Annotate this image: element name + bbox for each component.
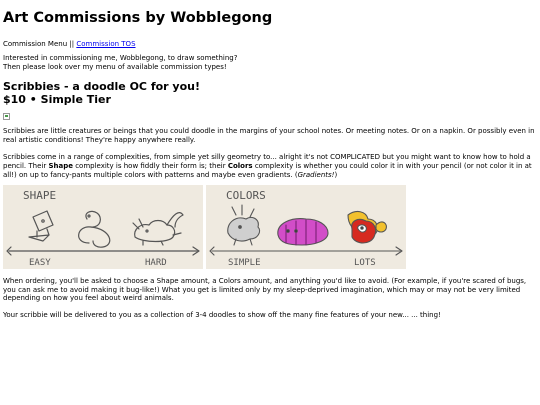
section-heading-title: Scribbies - a doodle OC for you!	[3, 80, 200, 94]
nav-separator: ||	[69, 40, 75, 48]
complexity-text-c: complexity is whether you could color it in with your pencil (or not color it in at all!) on up to fancy-pants multiple colors with patterns and maybe even gradients. (	[3, 161, 532, 179]
shape-scale-image	[3, 185, 203, 269]
example-gallery	[3, 185, 537, 269]
intro-line-2: Then please look over my menu of available commission types!	[3, 62, 227, 71]
colors-lots-label: LOTS	[354, 258, 376, 269]
colors-scale-image	[206, 185, 406, 269]
colors-keyword: Colors	[227, 161, 253, 170]
intro-line-1: Interested in commissioning me, Wobblegong, to draw something?	[3, 54, 238, 62]
complexity-text-b: complexity is how fiddly their form is; their	[72, 161, 228, 170]
colors-title-label: COLORS	[226, 189, 266, 203]
section-heading-price: $10 • Simple Tier	[3, 93, 111, 107]
delivery-paragraph: Your scribbie will be delivered to you as a collection of 3-4 doodles to show off the many fine features of your new... ... thing!	[3, 310, 441, 319]
shape-title-label: SHAPE	[23, 189, 57, 203]
gradients-keyword: Gradients!	[297, 170, 335, 179]
commission-menu-label: Commission Menu	[3, 40, 68, 48]
page-content	[3, 0, 537, 320]
shape-hard-label: HARD	[145, 258, 167, 269]
shape-keyword: Shape	[48, 161, 73, 170]
complexity-paragraph	[3, 153, 537, 179]
nav-bar	[3, 40, 537, 49]
ordering-paragraph: When ordering, you'll be asked to choose a Shape amount, a Colors amount, and anything you'd like to avoid. (For example, if you're scared of bugs, you can ask me to avoid making it bug-like!) What you get is limited only by my sleep-deprived imagination, which may or may not be very limited depending on how you feel about weird animals.	[3, 277, 527, 303]
page-title: Art Commissions by Wobblegong	[3, 10, 273, 26]
commission-tos-link[interactable]: Commission TOS	[76, 40, 136, 48]
complexity-text-a: Scribbies come in a range of complexities, from simple yet silly geometry to... alright it's not COMPLICATED but you might want to know how to hold a pencil. Their	[3, 153, 531, 170]
complexity-text-d: )	[334, 170, 338, 179]
shape-scale-drawing	[3, 185, 203, 269]
colors-simple-label: SIMPLE	[228, 258, 261, 269]
intro-text	[3, 54, 537, 71]
scribbies-intro-paragraph: Scribbies are little creatures or beings that you could doodle in the margins of your school notes. Or meeting notes. Or on a napkin. Or possibly even in real artistic conditions! They're happy anywhere really.	[3, 127, 535, 144]
colors-scale-drawing	[206, 185, 406, 269]
broken-image-icon	[3, 113, 10, 120]
section-heading	[3, 80, 537, 106]
shape-easy-label: EASY	[29, 258, 51, 269]
